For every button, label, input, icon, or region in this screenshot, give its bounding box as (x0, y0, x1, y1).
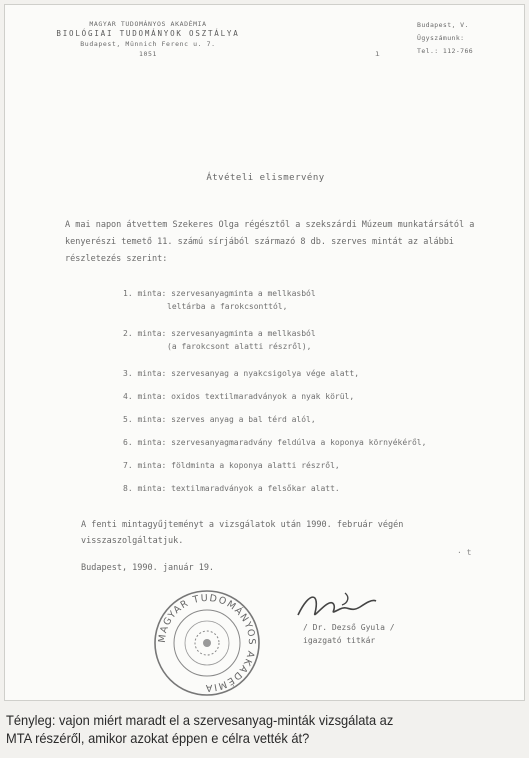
letterhead-city: Budapest, V. (417, 21, 469, 29)
letterhead-postcode: 1051 (138, 50, 158, 58)
signer-name: / Dr. Dezső Gyula / (303, 623, 395, 632)
sample-item: 6. minta: szervesanyagmaradvány feldúlva a koponya környékéről, (123, 438, 427, 447)
handwritten-mark: ı (375, 49, 380, 58)
sample-item: 2. minta: szervesanyagminta a mellkasból (a farokcsont alatti részről), (123, 329, 316, 351)
letterhead-reference: Ügyszámunk: (417, 34, 465, 42)
letterhead-left (33, 19, 263, 59)
letterhead-right (417, 19, 522, 58)
document-title: Átvételi elismervény (206, 173, 325, 183)
margin-mark: · t (457, 548, 472, 557)
letterhead-phone: Tel.: 112-766 (417, 47, 474, 55)
signer-block (303, 621, 395, 647)
letterhead-academy: MAGYAR TUDOMÁNYOS AKADÉMIA (89, 20, 207, 28)
caption-line: Tényleg: vajon miért maradt el a szervesanyag-minták vizsgálata az (6, 712, 394, 728)
closing-paragraph: A fenti mintagyűjteményt a vizsgálatok után 1990. február végén visszaszolgáltatjuk. (81, 520, 404, 546)
letterhead-department: BIOLÓGIAI TUDOMÁNYOK OSZTÁLYA (56, 29, 240, 38)
intro-paragraph: A mai napon átvettem Szekeres Olga régésztől a szekszárdi Múzeum munkatársától a kenyerészi temető 11. számú sírjából származó 8 db. szerves mintát az alábbi részletezés szerint: (65, 220, 475, 264)
document-date: Budapest, 1990. január 19. (81, 563, 215, 573)
sample-item: 7. minta: földminta a koponya alatti részről, (123, 461, 340, 470)
document-page (4, 4, 525, 701)
sample-item: 1. minta: szervesanyagminta a mellkasból leltárba a farokcsonttól, (123, 289, 316, 311)
photo-caption (6, 711, 484, 747)
sample-item: 3. minta: szervesanyag a nyakcsigolya vége alatt, (123, 369, 360, 378)
signature (290, 585, 380, 625)
sample-item: 8. minta: textilmaradványok a felsőkar alatt. (123, 484, 340, 493)
sample-item: 4. minta: oxidos textilmaradványok a nyak körül, (123, 392, 355, 401)
academy-seal (152, 588, 262, 698)
caption-line: MTA részéről, amikor azokat éppen e célra vették át? (6, 730, 310, 746)
signer-role: igazgató titkár (303, 636, 376, 645)
seal-text: MAGYAR TUDOMÁNYOS AKADÉMIA (156, 592, 258, 694)
sample-item: 5. minta: szerves anyag a bal térd alól, (123, 415, 316, 424)
letterhead-address: Budapest, Münnich Ferenc u. 7. (80, 40, 216, 48)
